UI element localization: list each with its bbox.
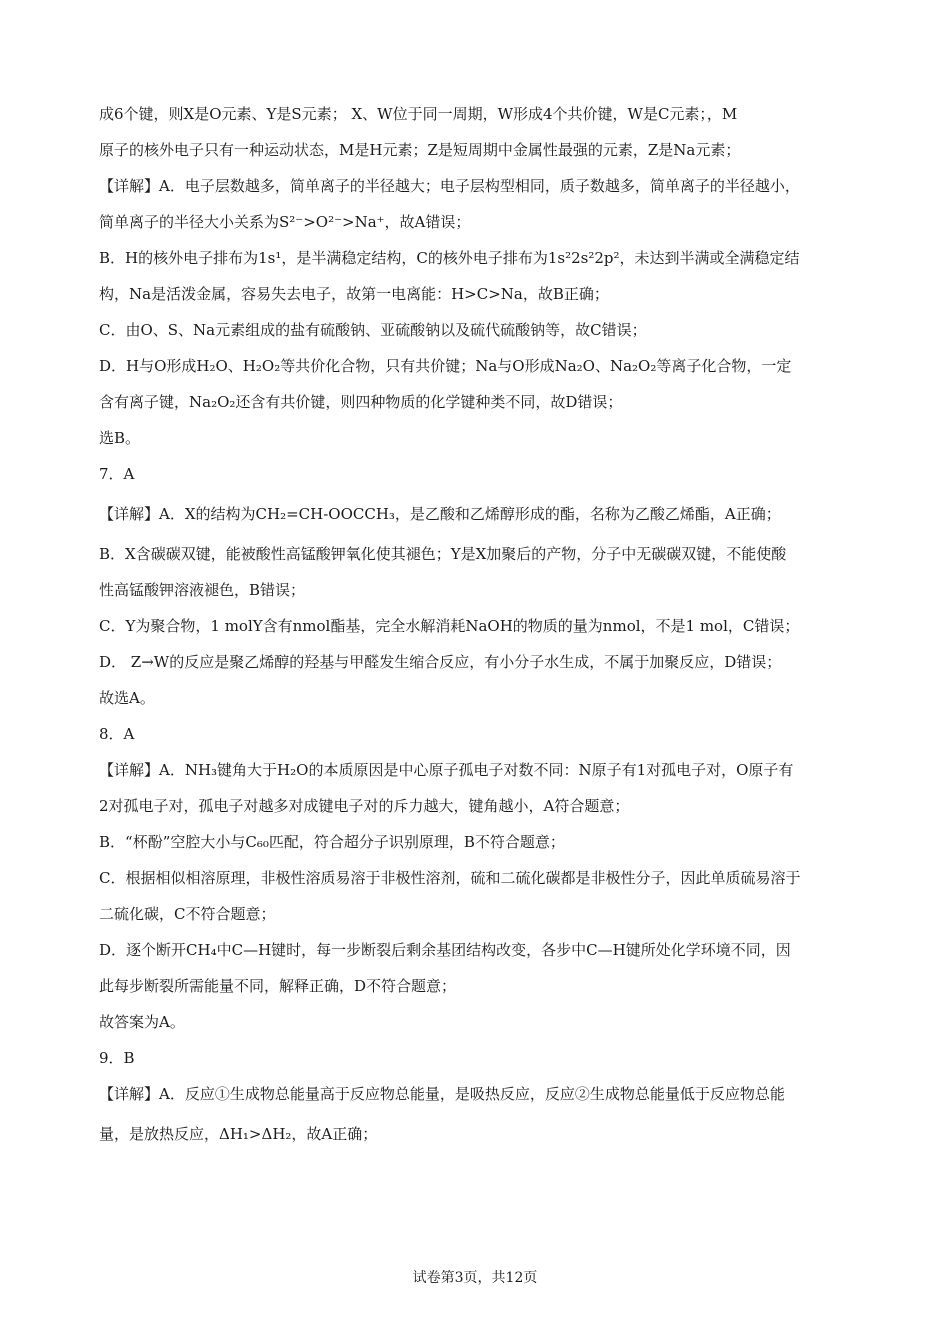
text-line: 【详解】A．X的结构为CH₂=CH-OOCCH₃，是乙酸和乙烯醇形成的酯，名称为乙酸乙烯酯，A正确； [99, 505, 781, 523]
text-line: D．H与O形成H₂O、H₂O₂等共价化合物，只有共价键；Na与O形成Na₂O、Na₂O₂等离子化合物，一定 [99, 357, 792, 375]
text-line: 含有离子键，Na₂O₂还含有共价键，则四种物质的化学键种类不同，故D错误； [99, 393, 623, 411]
text-line: 成6个键，则X是O元素、Y是S元素； X、W位于同一周期，W形成4个共价键，W是C元素；，M [99, 105, 738, 123]
question-number: 9．B [99, 1049, 135, 1067]
text-line: 此每步断裂所需能量不同，解释正确，D不符合题意； [99, 977, 457, 995]
text-line: 选B。 [99, 429, 141, 447]
text-line: C．根据相似相溶原理，非极性溶质易溶于非极性溶剂，硫和二硫化碳都是非极性分子，因此单质硫易溶于 [99, 869, 801, 887]
page-footer: 试卷第3页，共12页 [412, 1270, 538, 1286]
text-line: 2对孤电子对，孤电子对越多对成键电子对的斥力越大，键角越小，A符合题意； [99, 797, 630, 815]
answer-text [99, 96, 859, 1156]
question-number: 7．A [99, 465, 135, 483]
text-line: 故选A。 [99, 689, 155, 707]
text-line: 简单离子的半径大小关系为S²⁻>O²⁻>Na⁺，故A错误； [99, 213, 471, 231]
text-line: D．逐个断开CH₄中C—H键时，每一步断裂后剩余基团结构改变，各步中C—H键所处化学环境不同，因 [99, 941, 791, 959]
text-line: D． Z→W的反应是聚乙烯醇的羟基与甲醛发生缩合反应，有小分子水生成，不属于加聚反应，D错误； [99, 653, 782, 671]
text-line: B．X含碳碳双键，能被酸性高锰酸钾氧化使其褪色；Y是X加聚后的产物，分子中无碳碳双键，不能使酸 [99, 545, 787, 563]
text-line: 量，是放热反应，ΔH₁>ΔH₂，故A正确； [99, 1125, 378, 1143]
text-line: B．“杯酚”空腔大小与C₆₀匹配，符合超分子识别原理，B不符合题意； [99, 833, 565, 851]
text-line: C．Y为聚合物，1 molY含有nmol酯基，完全水解消耗NaOH的物质的量为nmol，不是1 mol，C错误； [99, 617, 800, 635]
text-line: 性高锰酸钾溶液褪色，B错误； [99, 581, 306, 599]
text-line: 原子的核外电子只有一种运动状态，M是H元素；Z是短周期中金属性最强的元素，Z是Na元素； [99, 141, 741, 159]
question-number: 8．A [99, 725, 135, 743]
text-line: B．H的核外电子排布为1s¹，是半满稳定结构，C的核外电子排布为1s²2s²2p²，未达到半满或全满稳定结 [99, 249, 800, 267]
text-line: 【详解】A．NH₃键角大于H₂O的本质原因是中心原子孤电子对数不同：N原子有1对孤电子对，O原子有 [99, 761, 794, 779]
text-line: 构，Na是活泼金属，容易失去电子，故第一电离能：H>C>Na，故B正确； [99, 285, 609, 303]
text-line: 【详解】A．电子层数越多，简单离子的半径越大；电子层构型相同，质子数越多，简单离子的半径越小， [99, 177, 800, 195]
text-line: 故答案为A。 [99, 1013, 185, 1031]
text-line: 二硫化碳，C不符合题意； [99, 905, 276, 923]
text-line: C．由O、S、Na元素组成的盐有硫酸钠、亚硫酸钠以及硫代硫酸钠等，故C错误； [99, 321, 647, 339]
text-line: 【详解】A．反应①生成物总能量高于反应物总能量，是吸热反应，反应②生成物总能量低于反应物总能 [99, 1085, 785, 1103]
